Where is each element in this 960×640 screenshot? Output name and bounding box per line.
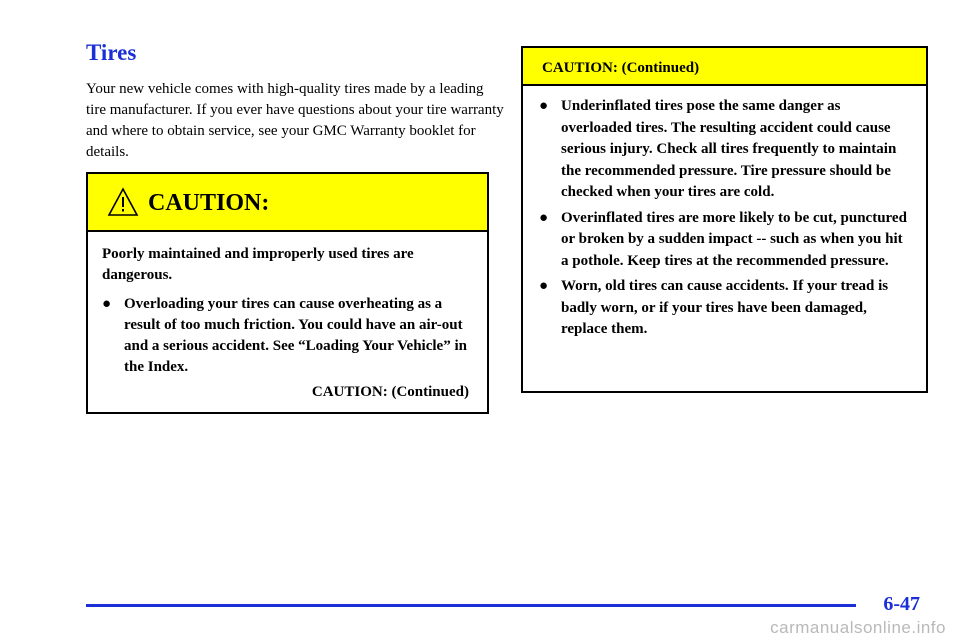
footer-rule — [86, 604, 856, 607]
bullet-text: Worn, old tires can cause accidents. If your tread is badly worn, or if your tires have been damaged, replace them. — [561, 278, 889, 337]
caution-box-left — [86, 172, 489, 414]
caution-bullet-list — [102, 294, 473, 378]
caution-bullet-list — [539, 96, 912, 341]
bullet-dot-icon: ● — [539, 209, 549, 226]
bullet-dot-icon: ● — [539, 278, 549, 294]
bullet-text: Overloading your tires can cause overheating as a result of too much friction. You could have an air-out and a serious accident. See “Loading Your Vehicle” in the Index. — [124, 296, 467, 375]
caution-header — [88, 174, 487, 232]
continued-label: CAUTION: (Continued) — [311, 384, 469, 400]
warning-triangle-icon — [106, 186, 140, 218]
bullet-dot-icon: ● — [102, 296, 112, 312]
caution-body — [88, 232, 487, 403]
caution-body-continued — [523, 86, 926, 341]
caution-header-continued — [523, 48, 926, 86]
section-title: Tires — [86, 40, 137, 65]
bullet-text: Overinflated tires are more likely to be cut, punctured or broken by a sudden impact -- such as when you hit a pothole. Keep tires at the recommended pressure. — [561, 209, 907, 269]
caution-lead: Poorly maintained and improperly used tires are dangerous. — [102, 246, 414, 283]
page-number: 6-47 — [883, 593, 920, 615]
caution-continued-title: CAUTION: (Continued) — [542, 60, 700, 76]
list-item — [539, 96, 912, 204]
list-item — [539, 276, 912, 341]
site-watermark: carmanualsonline.info — [770, 618, 946, 637]
intro-paragraph: Your new vehicle comes with high-quality tires made by a leading tire manufacturer. If you ever have questions about your tire warranty and where to obtain service, see your GMC Warranty booklet for details. — [86, 81, 504, 160]
caution-box-right — [521, 46, 928, 393]
list-item — [102, 294, 473, 378]
bullet-text: Underinflated tires pose the same danger as overloaded tires. The resulting accident could cause serious injury. Check all tires frequently to maintain the recommended pressure. Tire pressure should be checked when your tires are cold. — [561, 98, 897, 200]
caution-title: CAUTION: — [148, 190, 270, 216]
bullet-dot-icon: ● — [539, 98, 549, 114]
list-item — [539, 208, 912, 273]
